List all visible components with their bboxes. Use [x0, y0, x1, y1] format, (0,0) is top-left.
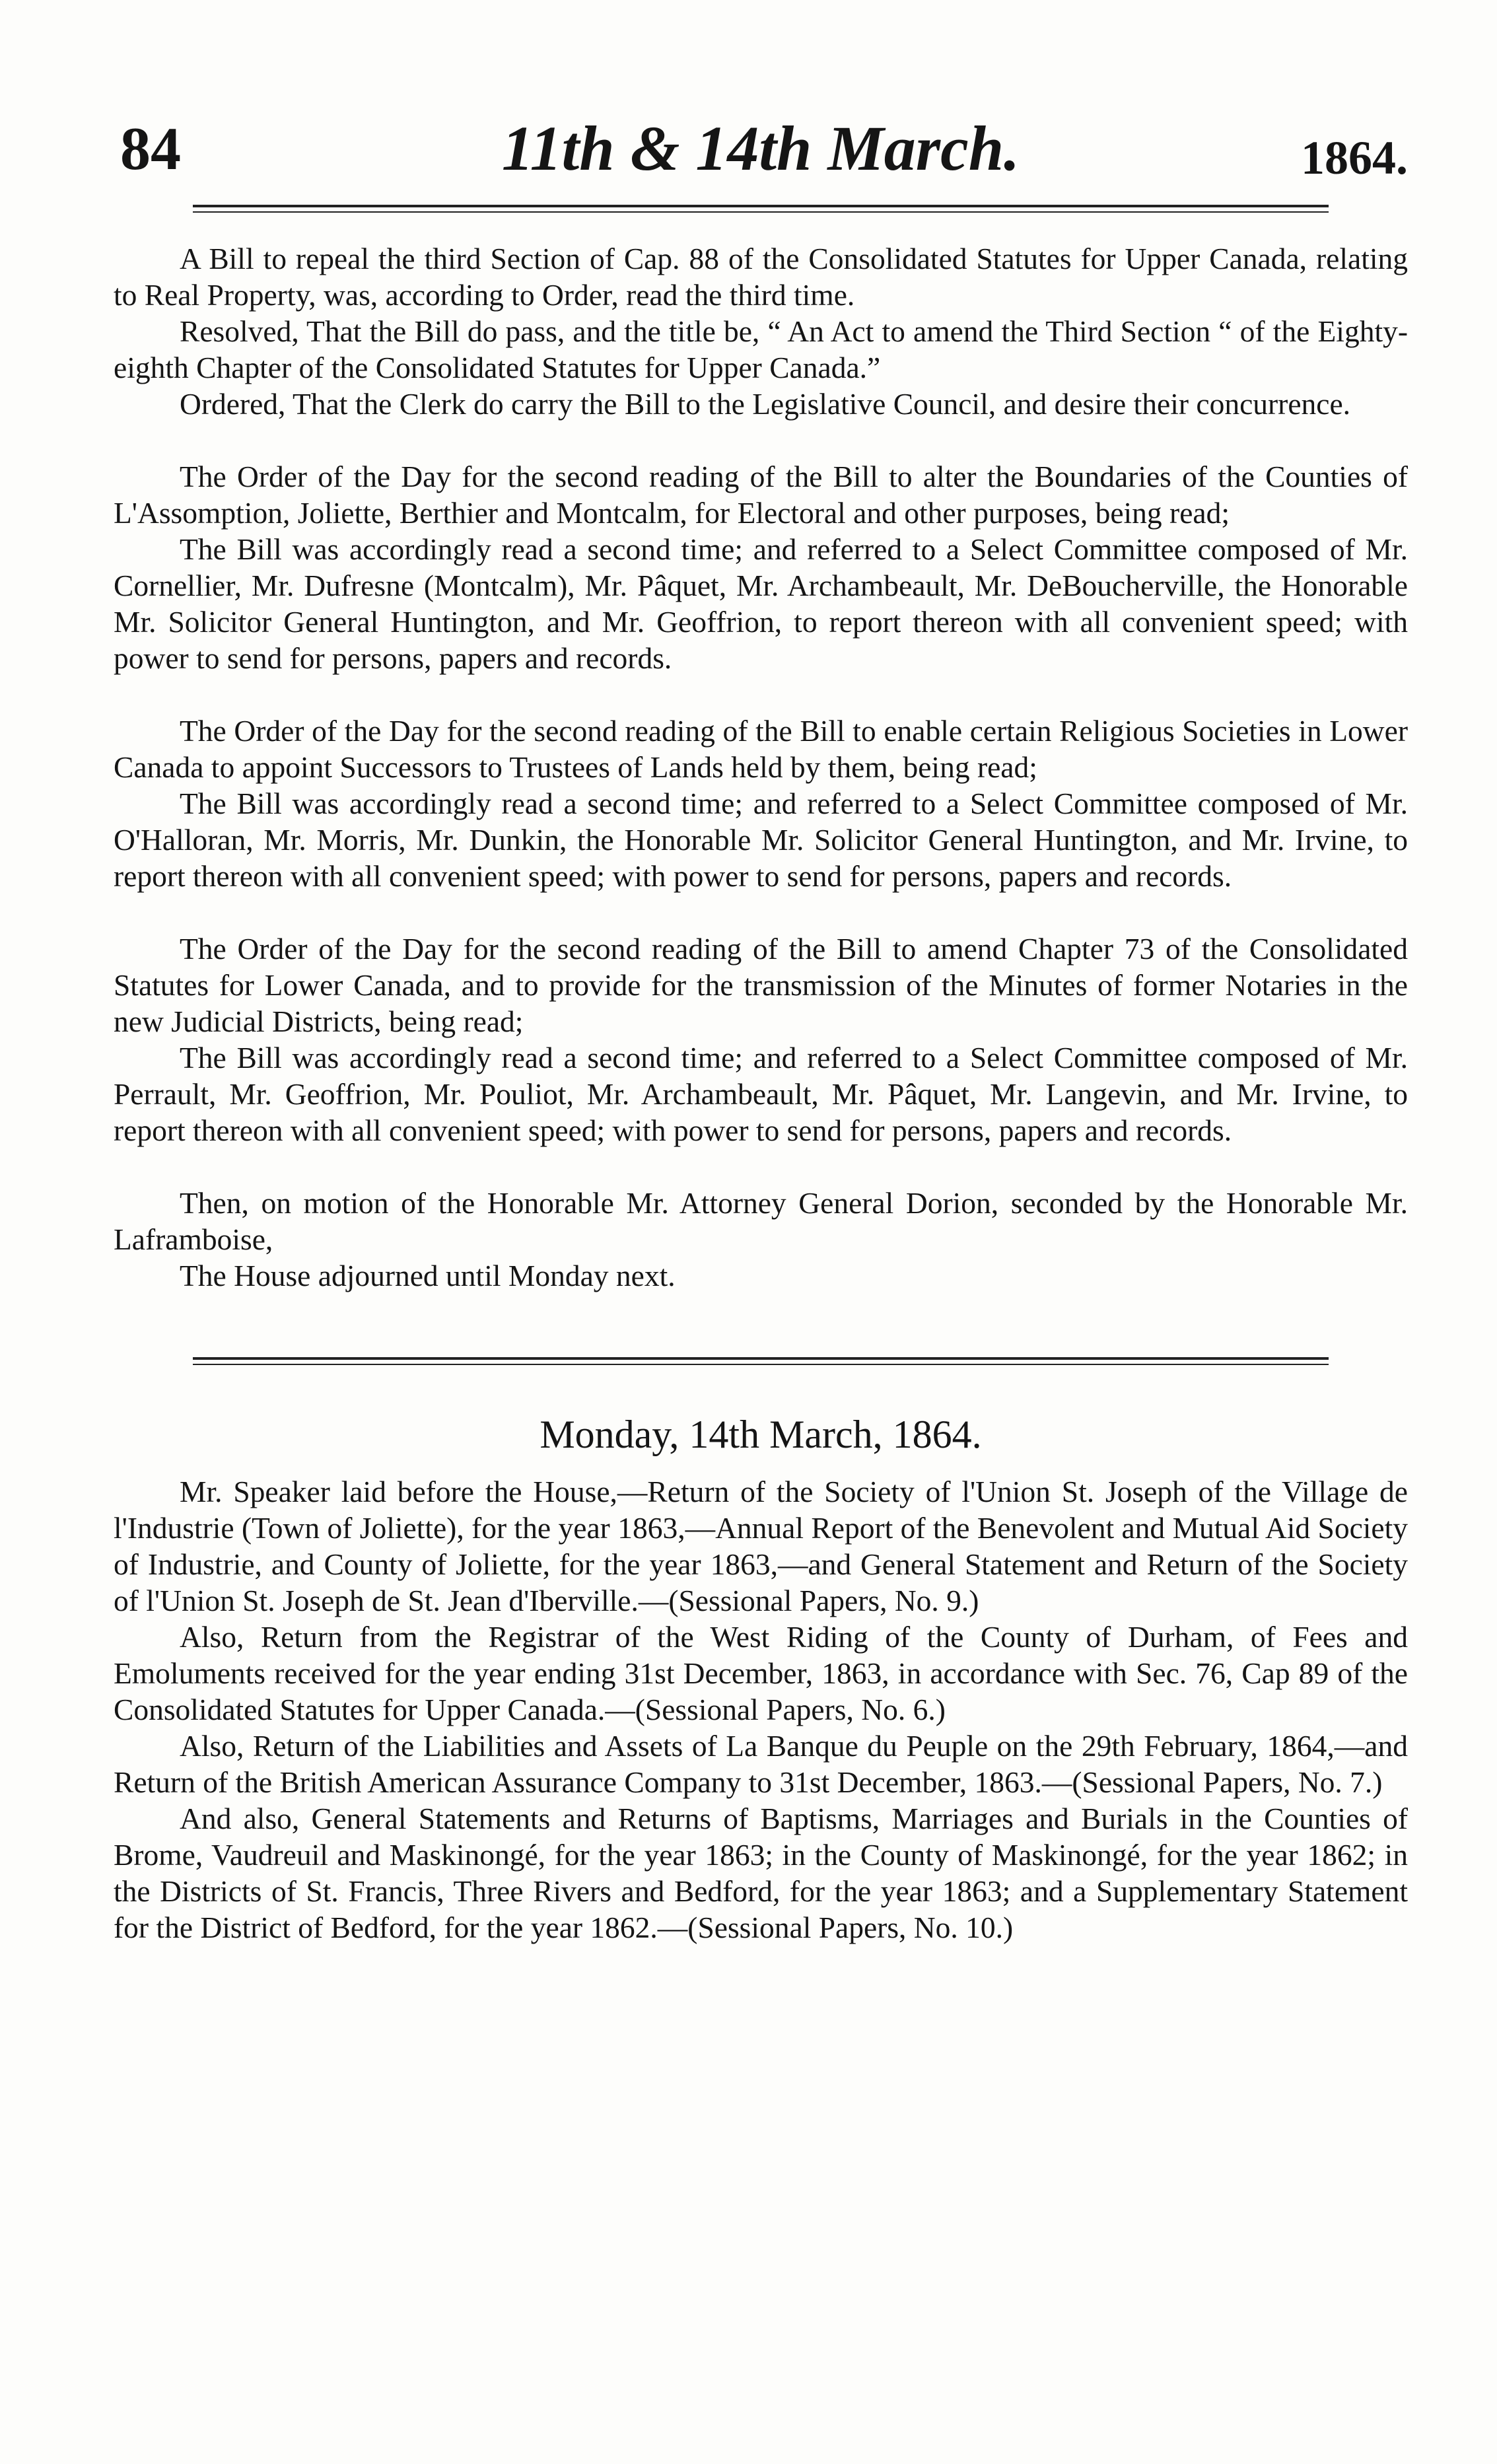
paragraph: The House adjourned until Monday next.: [180, 1259, 676, 1292]
header-rule: [193, 205, 1329, 213]
journal-page: [114, 112, 1408, 1946]
entry-third-reading: [114, 240, 1408, 422]
entry-notaries-bill: [114, 931, 1408, 1148]
paragraph: Ordered, That the Clerk do carry the Bill to the Legislative Council, and desire their concurrence.: [180, 387, 1351, 421]
entry-boundaries-bill: [114, 458, 1408, 676]
paragraph: Also, Return from the Registrar of the West Riding of the County of Durham, of Fees and Emoluments received for the year ending 31st December, 1863, in accordance with Sec. 76, Cap 89 of the Consolidated Statutes for Upper Canada.—(Sessional Papers, No. 6.): [114, 1620, 1408, 1726]
entry-adjournment: [114, 1185, 1408, 1294]
paragraph: A Bill to repeal the third Section of Cap. 88 of the Consolidated Statutes for Upper Canada, relating to Real Property, was, according to Order, read the third time.: [114, 242, 1408, 312]
monday-text: [114, 1473, 1408, 1946]
body-text: [114, 240, 1408, 1294]
paragraph: The Bill was accordingly read a second time; and referred to a Select Committee composed of Mr. O'Halloran, Mr. Morris, Mr. Dunkin, the Honorable Mr. Solicitor General Huntington, and Mr. Irvine, to report thereon with all convenient speed; with power to send for persons, papers and records.: [114, 787, 1408, 893]
page-header: [114, 112, 1408, 185]
header-year: 1864.: [1301, 131, 1408, 184]
date-heading: Monday, 14th March, 1864.: [540, 1413, 982, 1456]
page-number: 84: [120, 115, 181, 182]
paragraph: The Order of the Day for the second reading of the Bill to alter the Boundaries of the Counties of L'Assomption, Joliette, Berthier and Montcalm, for Electoral and other purposes, being read;: [114, 460, 1408, 530]
paragraph: Also, Return of the Liabilities and Assets of La Banque du Peuple on the 29th February, 1864,—and Return of the British American Assurance Company to 31st December, 1863.—(Sessional Papers, No. 7.): [114, 1729, 1408, 1799]
paragraph: Resolved, That the Bill do pass, and the title be, “ An Act to amend the Third Section “ of the Eighty-eighth Chapter of the Consolidated Statutes for Upper Canada.”: [114, 314, 1408, 384]
section-rule: [193, 1357, 1329, 1365]
paragraph: And also, General Statements and Returns of Baptisms, Marriages and Burials in the Counties of Brome, Vaudreuil and Maskinongé, for the year 1863; in the County of Maskinongé, for the year 1862; in the Districts of St. Francis, Three Rivers and Bedford, for the year 1863; and a Supplementary Statement for the District of Bedford, for the year 1862.—(Sessional Papers, No. 10.): [114, 1802, 1408, 1944]
paragraph: The Bill was accordingly read a second time; and referred to a Select Committee composed of Mr. Perrault, Mr. Geoffrion, Mr. Pouliot, Mr. Archambeault, Mr. Pâquet, Mr. Langevin, and Mr. Irvine, to report thereon with all convenient speed; with power to send for persons, papers and records.: [114, 1041, 1408, 1147]
paragraph: Then, on motion of the Honorable Mr. Attorney General Dorion, seconded by the Honorable Mr. Laframboise,: [114, 1186, 1408, 1256]
running-title: 11th & 14th March.: [501, 113, 1020, 184]
paragraph: Mr. Speaker laid before the House,—Return of the Society of l'Union St. Joseph of the Village de l'Industrie (Town of Joliette), for the year 1863,—Annual Report of the Benevolent and Mutual Aid Society of Industrie, and County of Joliette, for the year 1863,—and General Statement and Return of the Society of l'Union St. Joseph de St. Jean d'Iberville.—(Sessional Papers, No. 9.): [114, 1475, 1408, 1617]
paragraph: The Order of the Day for the second reading of the Bill to enable certain Religious Societies in Lower Canada to appoint Successors to Trustees of Lands held by them, being read;: [114, 714, 1408, 784]
paragraph: The Order of the Day for the second reading of the Bill to amend Chapter 73 of the Consolidated Statutes for Lower Canada, and to provide for the transmission of the Minutes of former Notaries in the new Judicial Districts, being read;: [114, 932, 1408, 1038]
paragraph: The Bill was accordingly read a second time; and referred to a Select Committee composed of Mr. Cornellier, Mr. Dufresne (Montcalm), Mr. Pâquet, Mr. Archambeault, Mr. DeBoucherville, the Honorable Mr. Solicitor General Huntington, and Mr. Geoffrion, to report thereon with all convenient speed; with power to send for persons, papers and records.: [114, 532, 1408, 675]
entry-religious-societies-bill: [114, 713, 1408, 894]
